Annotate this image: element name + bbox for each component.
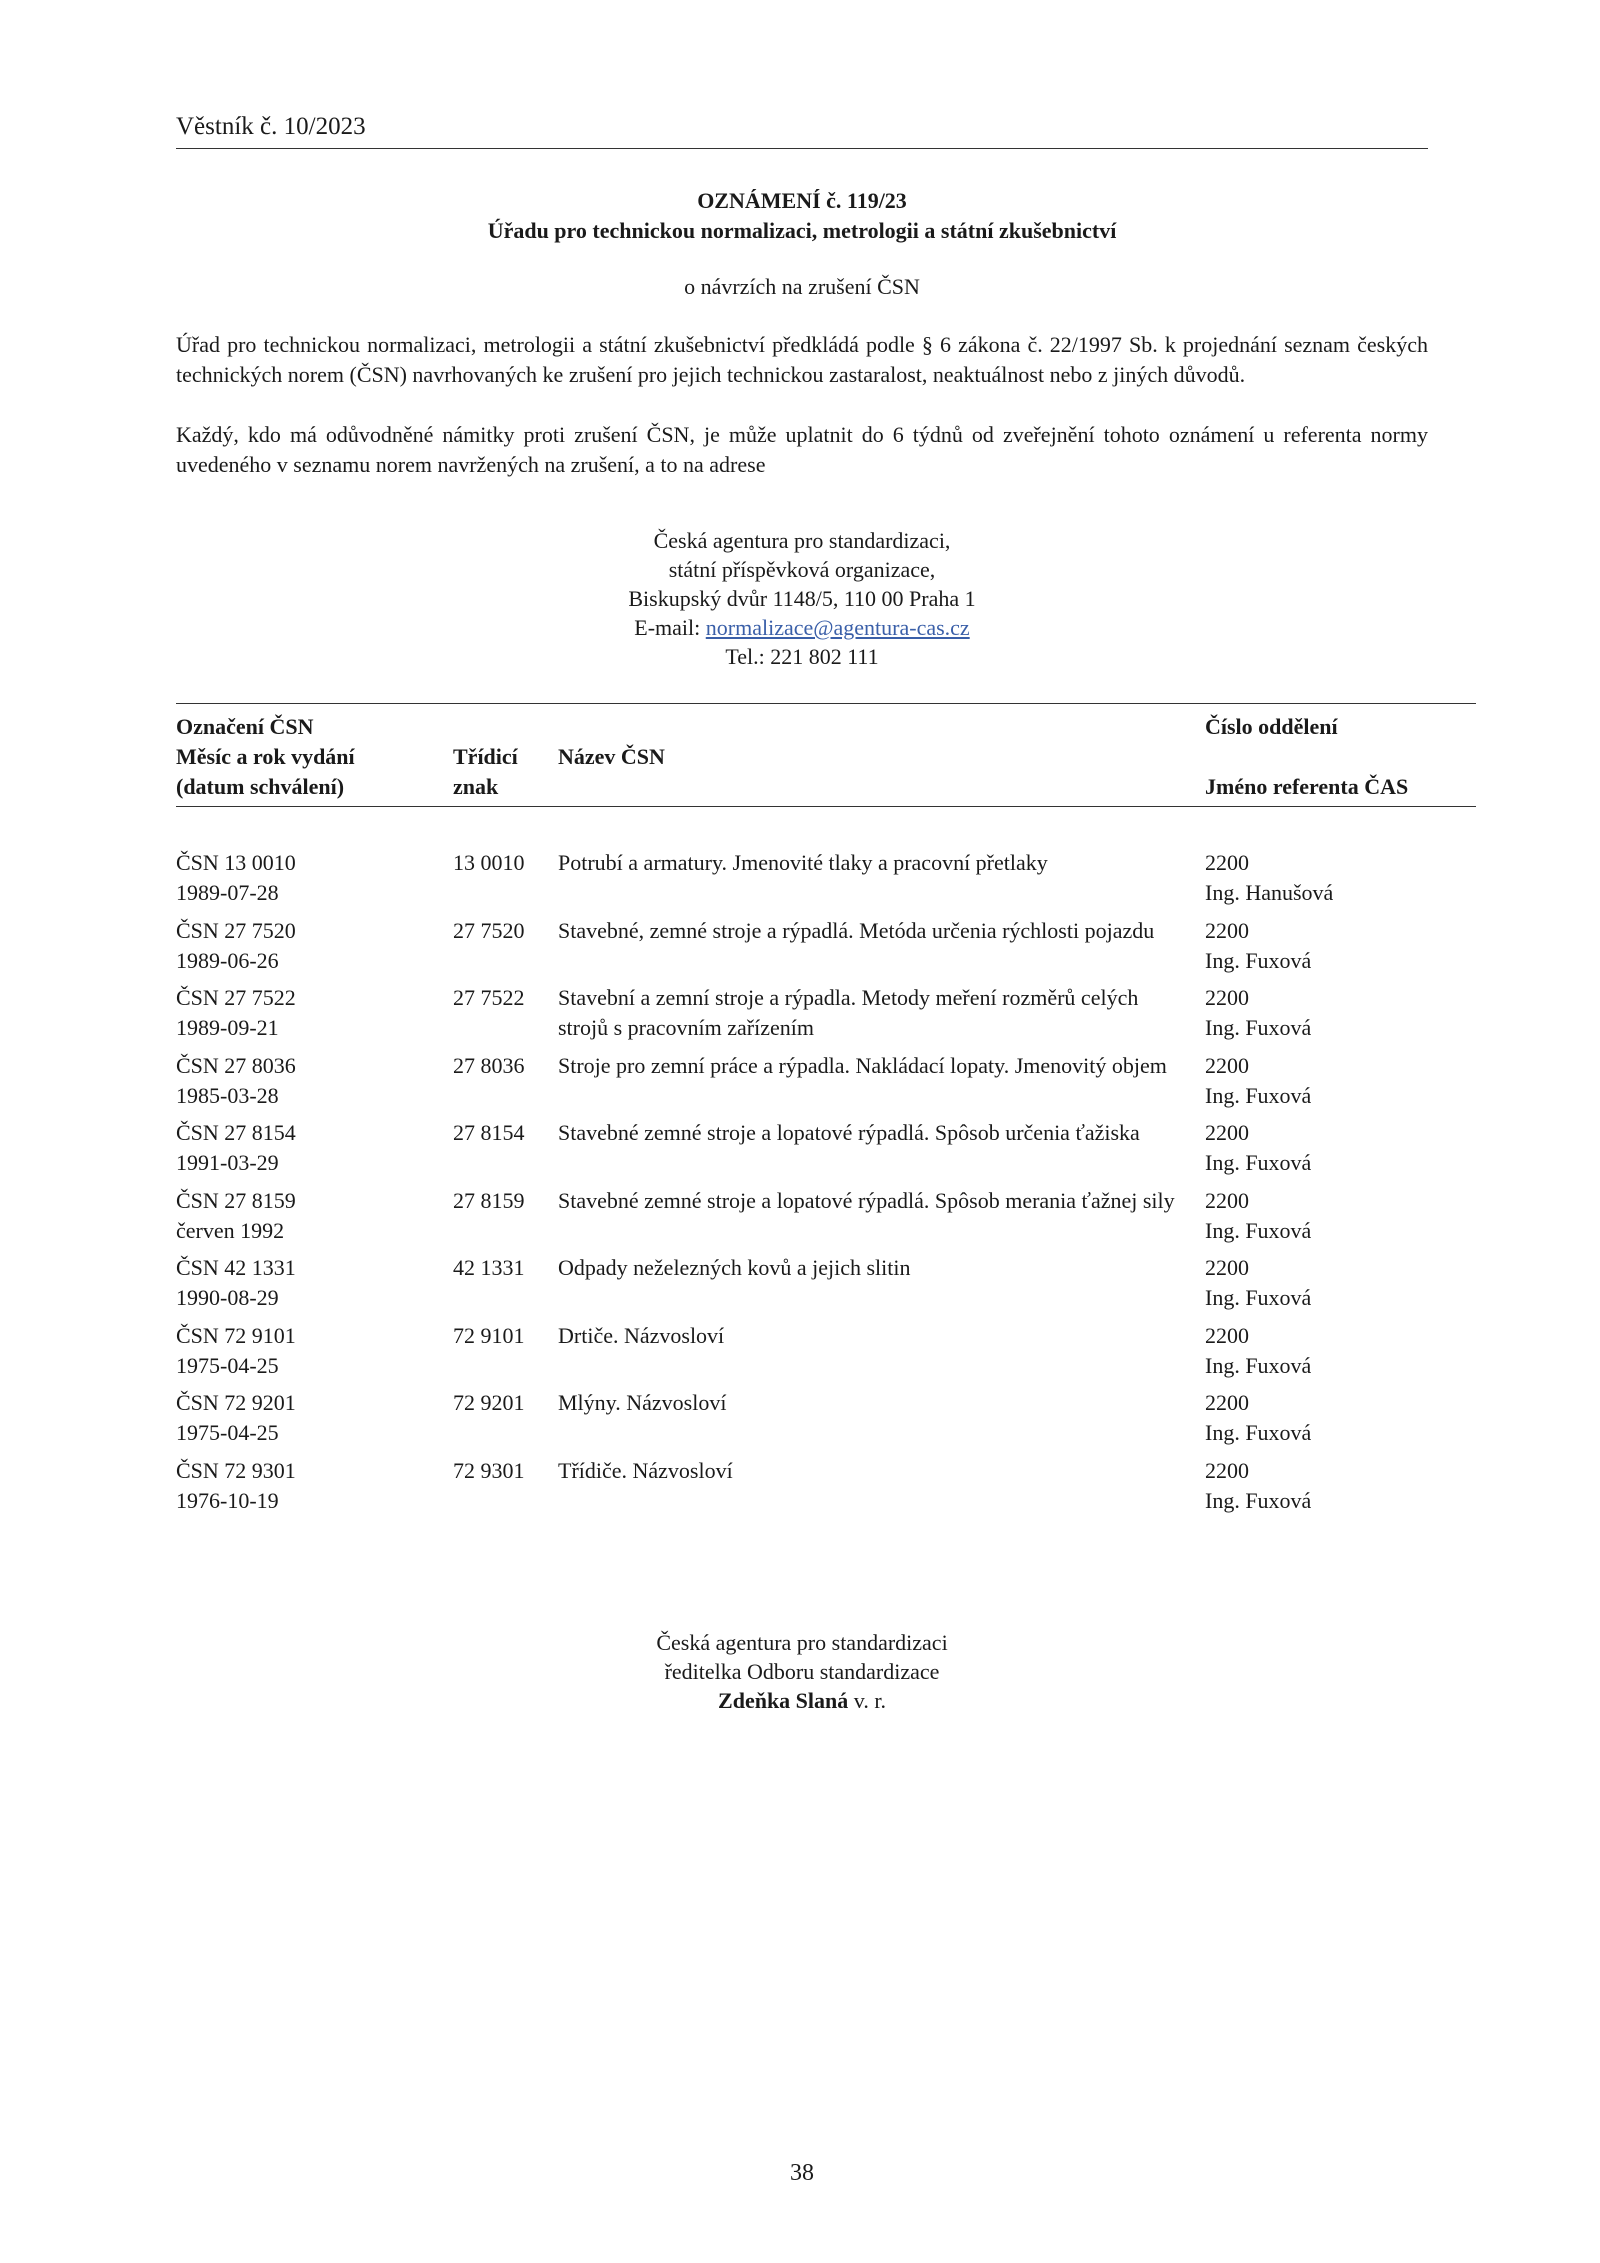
row-date: 1975-04-25 [176,1352,279,1378]
table-row [176,1321,1476,1389]
address-phone: Tel.: 221 802 111 [725,644,879,669]
row-class: 27 8036 [453,1052,525,1078]
header-name: Název ČSN [558,744,665,769]
announcement-issuer: Úřadu pro technickou normalizaci, metrologii a státní zkušebnictví [487,218,1117,243]
row-class: 27 7520 [453,917,525,943]
row-class: 42 1331 [453,1255,525,1280]
row-code: ČSN 27 8159 [176,1187,296,1213]
row-dept: 2200 [1205,1120,1249,1145]
intro-paragraph: Úřad pro technickou normalizaci, metrologii a státní zkušebnictví předkládá podle § 6 zákona č. 22/1997 Sb. k projednání seznam českých technických norem (ČSN) navrhovaných ke zrušení pro jejich technickou zastaralost, neaktuálnost nebo z jiných důvodů. [176,332,1428,387]
row-name: Stavebné zemné stroje a lopatové rýpadlá. Spôsob merania ťažnej sily [558,1187,1175,1213]
row-code: ČSN 27 7520 [176,917,296,943]
row-class: 13 0010 [453,850,525,875]
row-class: 72 9201 [453,1390,525,1415]
row-code: ČSN 27 8154 [176,1120,296,1145]
address-line-type: státní příspěvková organizace, [668,557,936,582]
row-date: červen 1992 [176,1217,285,1243]
address-block [176,526,1428,671]
row-name: Drtiče. Názvosloví [558,1322,725,1348]
signature-name-line [176,1686,1428,1715]
row-dept: 2200 [1205,1187,1249,1213]
announcement-title: OZNÁMENÍ č. 119/23 [697,188,907,213]
row-code: ČSN 27 7522 [176,985,296,1010]
row-name: Odpady neželezných kovů a jejich slitin [558,1255,911,1280]
table-row [176,1388,1476,1456]
table-row [176,916,1476,984]
row-dept: 2200 [1205,850,1249,875]
signature-org: Česká agentura pro standardizaci [656,1630,948,1655]
row-dept: 2200 [1205,1052,1249,1078]
header-class-1: Třídicí [453,744,518,769]
row-dept: 2200 [1205,1322,1249,1348]
row-code: ČSN 72 9201 [176,1390,296,1415]
row-class: 72 9101 [453,1322,525,1348]
objection-paragraph: Každý, kdo má odůvodněné námitky proti zrušení ČSN, je může uplatnit do 6 týdnů od zveřejnění tohoto oznámení u referenta normy uvedeného v seznamu norem navržených na zrušení, a to na adrese [176,422,1428,477]
row-dept: 2200 [1205,1457,1249,1483]
row-date: 1985-03-28 [176,1082,279,1108]
signature-suffix: v. r. [848,1688,886,1713]
signature-block [176,1628,1428,1715]
table-row [176,848,1476,916]
row-name: Stavebné zemné stroje a lopatové rýpadlá. Spôsob určenia ťažiska [558,1120,1140,1145]
row-referent: Ing. Fuxová [1205,1015,1312,1040]
page-number: 38 [790,2160,814,2186]
row-name: Potrubí a armatury. Jmenovité tlaky a pracovní přetlaky [558,850,1048,875]
address-line-org: Česká agentura pro standardizaci, [653,528,951,553]
table-row [176,983,1476,1051]
row-code: ČSN 42 1331 [176,1255,296,1280]
address-line-street: Biskupský dvůr 1148/5, 110 00 Praha 1 [628,586,976,611]
running-header: Věstník č. 10/2023 [176,112,1428,149]
row-class: 27 8159 [453,1187,525,1213]
table-row [176,1051,1476,1119]
table-row [176,1456,1476,1524]
email-link[interactable]: normalizace@agentura-cas.cz [705,615,970,640]
table-row [176,1118,1476,1186]
row-class: 27 7522 [453,985,525,1010]
row-name: Mlýny. Názvosloví [558,1390,727,1415]
row-dept: 2200 [1205,917,1249,943]
address-email-line [176,613,1428,642]
row-date: 1991-03-29 [176,1150,279,1175]
table-row [176,1253,1476,1321]
row-referent: Ing. Fuxová [1205,1352,1312,1378]
table-row [176,1186,1476,1254]
header-department: Číslo oddělení [1205,714,1338,739]
row-date: 1975-04-25 [176,1420,279,1445]
row-referent: Ing. Fuxová [1205,1487,1312,1513]
header-class-2: znak [453,774,499,799]
row-code: ČSN 27 8036 [176,1052,296,1078]
signature-name: Zdeňka Slaná [718,1688,849,1713]
announcement-subject: o návrzích na zrušení ČSN [684,274,920,299]
row-dept: 2200 [1205,1390,1249,1415]
header-designation: Označení ČSN [176,714,314,739]
row-dept: 2200 [1205,985,1249,1010]
row-code: ČSN 72 9101 [176,1322,296,1348]
row-referent: Ing. Fuxová [1205,1082,1312,1108]
row-class: 27 8154 [453,1120,525,1145]
row-dept: 2200 [1205,1255,1249,1280]
standards-table-body [176,848,1476,1523]
row-class: 72 9301 [453,1457,525,1483]
row-code: ČSN 72 9301 [176,1457,296,1483]
row-name: Stavebné, zemné stroje a rýpadlá. Metóda určenia rýchlosti pojazdu [558,917,1155,943]
row-referent: Ing. Fuxová [1205,1217,1312,1243]
row-referent: Ing. Fuxová [1205,1150,1312,1175]
row-referent: Ing. Hanušová [1205,880,1334,905]
row-date: 1989-07-28 [176,880,279,905]
header-issue-date: Měsíc a rok vydání [176,744,355,769]
row-date: 1990-08-29 [176,1285,279,1310]
row-referent: Ing. Fuxová [1205,947,1312,973]
header-approval: (datum schválení) [176,774,345,799]
row-referent: Ing. Fuxová [1205,1420,1312,1445]
email-label: E-mail: [634,615,706,640]
row-referent: Ing. Fuxová [1205,1285,1312,1310]
row-name: Třídiče. Názvosloví [558,1457,733,1483]
row-name: Stavební a zemní stroje a rýpadla. Metody meření rozměrů celých strojů s pracovním zařízením [558,985,1139,1040]
row-date: 1989-09-21 [176,1015,279,1040]
row-name: Stroje pro zemní práce a rýpadla. Nakládací lopaty. Jmenovitý objem [558,1052,1167,1078]
row-code: ČSN 13 0010 [176,850,296,875]
row-date: 1989-06-26 [176,947,279,973]
row-date: 1976-10-19 [176,1487,279,1513]
header-referent: Jméno referenta ČAS [1205,774,1409,799]
table-header [176,703,1476,807]
signature-role: ředitelka Odboru standardizace [664,1659,940,1684]
announcement-title-block [176,186,1428,302]
